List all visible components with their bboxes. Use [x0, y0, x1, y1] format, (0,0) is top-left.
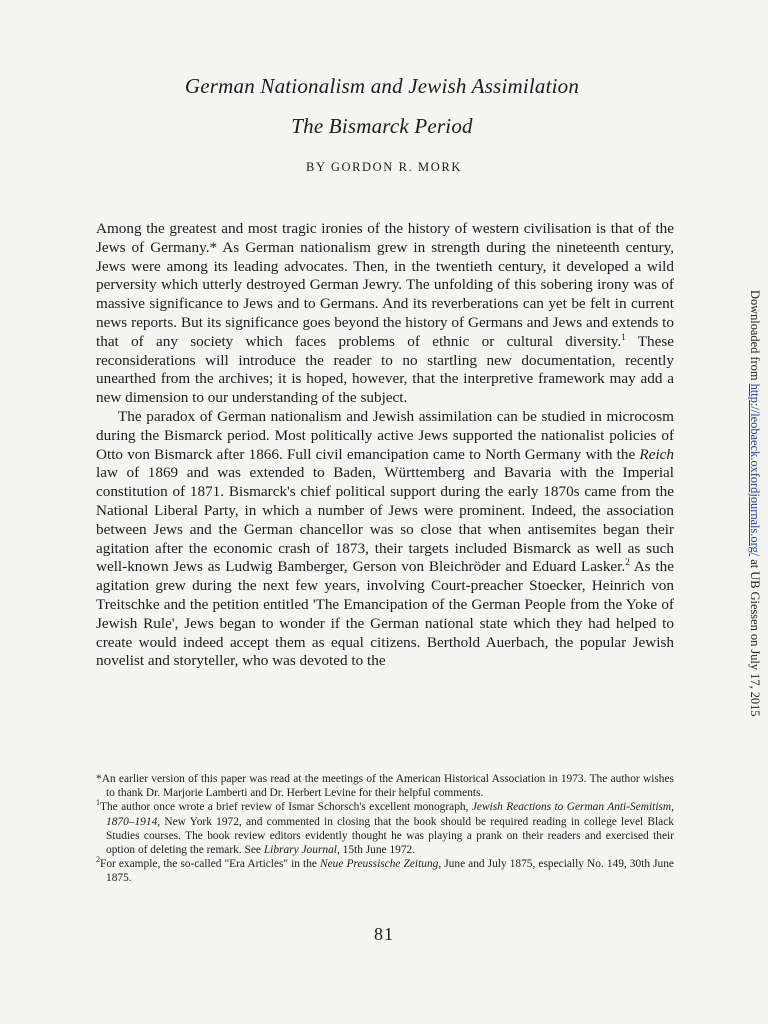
footnote-1-text-b: , New York 1972, and commented in closing that the book should be required reading in college level Black Studies courses. The book review editors evidently thought he was playing a prank on their readers and exercised their option of deleting the remark. See: [106, 815, 674, 857]
paragraph-2-text-c: As the agitation grew during the next few years, involving Court-preacher Stoecker, Heinrich von Treitschke and the petition entitled 'The Emancipation of the German People from the Yoke of Jewish Rule', Jews began to wonder if the German national state which they had helped to create would indeed accept them as equal citizens. Berthold Auerbach, the popular Jewish novelist and storyteller, who was devoted to the: [96, 558, 674, 670]
download-notice: [744, 290, 762, 750]
reich-term: Reich: [639, 445, 674, 463]
paragraph-2-text-a: The paradox of German nationalism and Jewish assimilation can be studied in microcosm during the Bismarck period. Most politically active Jews supported the nationalist policies of Otto von Bismarck after 1866. Full civil emancipation came to North Germany with the: [96, 407, 674, 463]
article-subtitle: The Bismarck Period: [291, 114, 473, 138]
footnote-1-text-c: , 15th June 1972.: [336, 844, 416, 857]
download-suffix: at UB Giessen on July 17, 2015: [748, 556, 762, 717]
paragraph-2: [96, 408, 674, 671]
article-body: [96, 220, 674, 671]
footnote-1-book-title: Jewish Reactions to German Anti-Semitism, 1870–1914: [106, 801, 674, 828]
download-url-link[interactable]: http://leobaeck.oxfordjournals.org/: [748, 383, 762, 557]
paragraph-1: [96, 220, 674, 408]
footnote-2-mark: 2: [96, 855, 100, 865]
footnote-1-text-a: The author once wrote a brief review of Ismar Schorsch's excellent monograph,: [100, 801, 472, 814]
footnote-1-mark: 1: [96, 798, 100, 808]
footnote-1: [96, 800, 674, 857]
page-number: 81: [374, 924, 394, 944]
footnote-2-text-a: For example, the so-called "Era Articles" in the: [100, 858, 321, 871]
footnote-2: [96, 857, 674, 885]
paragraph-1-text-a: Among the greatest and most tragic ironies of the history of western civilisation is that of the Jews of Germany.* As German nationalism grew in strength during the nineteenth century, Jews were among its leading advocates. Then, in the twentieth century, it developed a wild perversity which utterly destroyed German Jewry. The unfolding of this sobering irony was of massive significance to Jews and to Germans. And its reverberations can yet be felt in current news reports. But its significance goes beyond the history of Germans and Jews and extends to that of any society which faces problems of ethnic or cultural diversity.: [96, 220, 674, 350]
footnote-2-text-b: , June and July 1875, especially No. 149, 30th June 1875.: [106, 858, 674, 885]
article-title: German Nationalism and Jewish Assimilation: [184, 74, 580, 98]
paragraph-2-text-b: law of 1869 and was extended to Baden, Württemberg and Bavaria with the Imperial constitution of 1871. Bismarck's chief political support during the early 1870s came from the National Liberal Party, in which a number of Jews were prominent. Indeed, the association between Jews and the German chancellor was so close that when antisemites began their agitation after the economic crash of 1873, their targets included Bismarck as well as such well-known Jews as Ludwig Bamberger, Gerson von Bleichröder and Eduard Lasker.: [96, 464, 674, 576]
footnote-star: [96, 772, 674, 800]
footnotes: [96, 772, 674, 886]
footnote-1-journal: Library Journal: [263, 844, 337, 857]
footnote-star-text: *An earlier version of this paper was read at the meetings of the American Historical Association in 1973. The author wishes to thank Dr. Marjorie Lamberti and Dr. Herbert Levine for their helpful comments.: [96, 773, 674, 800]
author-byline: BY GORDON R. MORK: [306, 160, 462, 174]
download-prefix: Downloaded from: [748, 290, 762, 384]
paragraph-1-text-b: These reconsiderations will introduce the reader to no startling new documentation, recently unearthed from the archives; it is hoped, however, that the interpretive framework may add a new dimension to our understanding of the subject.: [96, 332, 674, 407]
download-notice-text: [747, 290, 762, 717]
footnote-ref-2: 2: [625, 557, 630, 568]
footnote-ref-1: 1: [621, 331, 626, 342]
footnote-2-newspaper: Neue Preussische Zeitung: [320, 858, 439, 871]
